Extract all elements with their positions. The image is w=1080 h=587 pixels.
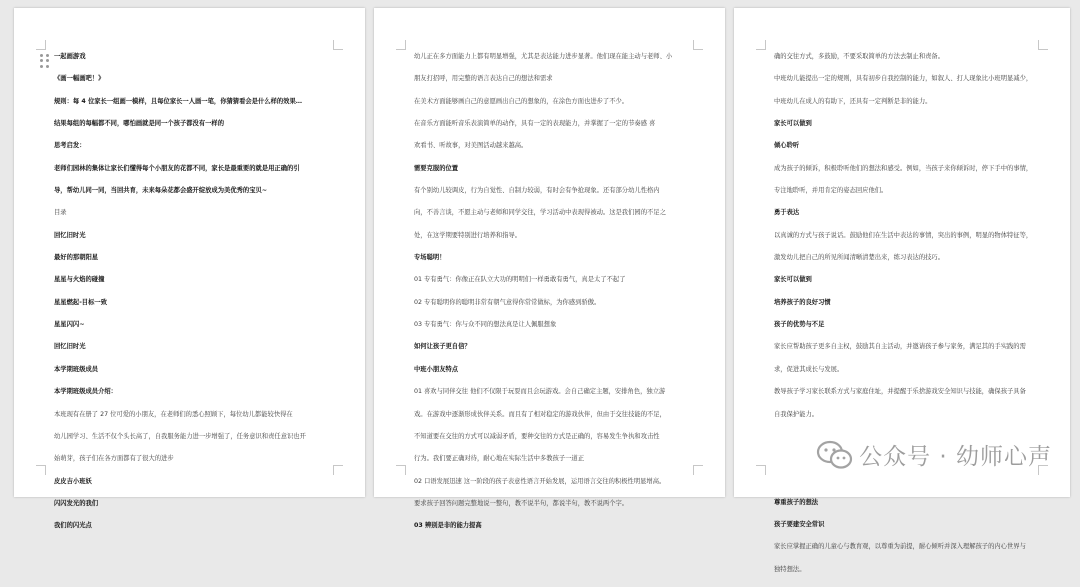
heading-line: 专场聪明！: [414, 254, 446, 262]
text-line: 02 口语发展迅速 这一阶段的孩子表意性语言开始发展，运用语言交往的积极性明显增高。: [414, 477, 666, 485]
heading-line: 孩子的优势与不足: [774, 321, 825, 329]
heading-line: 一起画游戏: [54, 53, 86, 60]
page-1-text: [54, 52, 327, 544]
text-line: 02 专有聪明你的聪明非常有朝气意得你常常做标，为你感到骄傲。: [414, 298, 601, 306]
text-line: 成为孩子的倾诉，积极聆听他们的想法和感受。例如，当孩子来你倾诉时，停下手中的事情，: [774, 164, 1033, 172]
text-line: 独特想法。: [774, 565, 806, 573]
heading-line: 《画一幅画吧！》: [54, 75, 105, 83]
text-line: 处，在这学期要特别进行培养和指导。: [414, 231, 522, 239]
text-line: 03 专有勇气：你与众不同的想法真是让人佩服想象: [414, 321, 557, 329]
text-line: 戏。在游戏中逐渐形成伙伴关系。而且有了相对稳定的游戏伙伴，但由于交往技能的不足，: [414, 410, 666, 418]
text-line: 中班幼儿在成人的有助下，还具有一定判断是非的能力。: [774, 97, 932, 105]
heading-line: 结果每组的每幅都不同，哪怕画就是同一个孩子都没有一样的: [54, 120, 225, 128]
text-line: 教导孩子学习家长联系方式与家庭住址，并提醒于乐捨游戏安全知识与技能，确保孩子具备: [774, 388, 1026, 396]
text-line: 求，促进其成长与发展。: [774, 365, 844, 373]
text-line: 行为。我们要正确对待，耐心地在实际生活中多教孩子一道正: [414, 455, 585, 463]
text-line: 向，不善言谈，不愿主动与老师和同学交往，学习活动中表现得被动。这是我们园的不足之: [414, 209, 666, 217]
page-corner-mark: [36, 40, 46, 50]
text-line: 中班幼儿能提出一定的规则，具有初步自我控制的能力，如叙人、打人现象比小班明显减少，: [774, 75, 1033, 83]
page-corner-mark: [36, 465, 46, 475]
page-corner-mark: [396, 40, 406, 50]
text-line: 幼儿正在多方面能力上都有明显增强，尤其是表达能力进步显著。他们现在能主动与老师、小: [414, 53, 673, 60]
text-line: 家长应帮助孩子更多自主权，鼓励其自主活动，并邀请孩子参与家务，满足其的手实践的需: [774, 343, 1026, 351]
watermark: [817, 438, 1052, 471]
heading-line: 倾心聆听: [774, 142, 800, 150]
text-line: 有个别幼儿较调皮，行为自觉性、自制力较弱，有时会有争抢现象。还有部分幼儿性格内: [414, 187, 660, 195]
heading-line: 皮皮吉小班妖: [54, 477, 92, 485]
text-line: 激发幼儿把自己的所见所闻清晰清楚出来，练习表达的技巧。: [774, 254, 945, 262]
heading-line: 星星与火焰的碰撞: [54, 276, 105, 284]
heading-line: 回忆旧时光: [54, 231, 86, 239]
heading-line: 03 辨别是非的能力提高: [414, 522, 482, 530]
heading-line: 导，帮幼儿同一同，当回共育，未来每朵花都会盛开绽放成为美优秀的宝贝~: [54, 187, 268, 195]
text-line: 01 专有勇气：你像正在队立大功的明明们一样勇敢有勇气，真是太了不起了: [414, 276, 626, 284]
heading-line: 思考启发：: [54, 142, 86, 150]
heading-line: 勇于表达: [774, 209, 800, 217]
heading-line: 如何让孩子更自信？: [414, 343, 471, 351]
drag-handle-icon[interactable]: [40, 54, 50, 68]
page-corner-mark: [333, 465, 343, 475]
page-corner-mark: [333, 40, 343, 50]
heading-line: 家长可以做到: [774, 276, 812, 284]
page-2-text: [414, 52, 687, 544]
heading-line: 星星燃起-目标一致: [54, 298, 107, 306]
heading-line: 家长可以做到: [774, 120, 812, 128]
text-line: 不知道要在交往的方式可以减弱矛盾，要种交往的方式是正确的，容易发生争执和攻击性: [414, 432, 660, 440]
heading-line: 尊重孩子的想法: [774, 498, 819, 506]
heading-line: 本学期班级成员介绍：: [54, 388, 117, 396]
document-page-1: [14, 8, 365, 530]
heading-line: 规则：每 4 位家长一组画一模样，且每位家长一人画一笔，你猜猜看会是什么样的效果…: [54, 97, 303, 105]
text-line: 在美术方面能够画自己的意愿画出自己的想象的，在涂色方面也进步了不少。: [414, 97, 629, 105]
heading-line: 培养孩子的良好习惯: [774, 298, 831, 306]
page-corner-mark: [756, 465, 766, 475]
heading-line: 回忆旧时光: [54, 343, 86, 351]
text-line: 确的交往方式，多鼓励，不要采取简单的方法去制止和责备。: [774, 53, 945, 60]
heading-line: 孩子要建安全常识: [774, 520, 825, 528]
text-line: 朋友打招呼，用完整的语言表达自己的想法和需求: [414, 75, 553, 83]
heading-line: 我们的闪光点: [54, 522, 92, 530]
text-line: 以真诚的方式与孩子说话。鼓励他们在生活中表达的事情，突出的事例，明显的物体特征等，: [774, 231, 1033, 239]
page-corner-mark: [693, 40, 703, 50]
text-line: 幼儿园学习、生活不仅个头长高了，自我服务能力进一步增强了，任务意识和责任意识也开: [54, 432, 306, 440]
text-line: 要求孩子回答问题完整地说一整句，教不说半句，都说半句，教不说两个字。: [414, 499, 629, 507]
page-corner-mark: [396, 465, 406, 475]
text-line: 家长应掌握正确的儿童心与教育观，以尊重为前提，耐心倾听并深入理解孩子的内心世界与: [774, 543, 1026, 551]
heading-line: 老师们园林的集体让家长们懂得每个小朋友的花都不同，家长是最重要的就是用正确的引: [54, 164, 300, 172]
document-page-2: [374, 8, 725, 530]
text-line: 专注地聆听，并用肯定的姿态回应他们。: [774, 187, 888, 195]
text-line: 始萌芽，孩子们在各方面都有了很大的进步: [54, 455, 174, 463]
text-line: 欢看书、听故事，对美图活动越来越高。: [414, 142, 528, 150]
wechat-logo-icon: [817, 440, 853, 470]
document-page-3: [734, 8, 1070, 573]
text-line: 01 喜欢与同伴交往 他们不仅限于玩耍而且会玩游戏。会自己确定主题，安排角色，独立游: [414, 388, 666, 396]
page-corner-mark: [1038, 40, 1048, 50]
heading-line: 闪闪发光的我们: [54, 499, 99, 507]
text-line: 本班现有在册了 27 位可爱的小朋友，在老师们的悉心照顾下，每位幼儿都能较快得在: [54, 410, 293, 418]
page-corner-mark: [756, 40, 766, 50]
heading-line: 本学期班级成员: [54, 365, 99, 373]
heading-line: 需要克服的位置: [414, 164, 459, 172]
text-line: 目录: [54, 209, 67, 217]
watermark-text: 公众号 · 幼师心声: [859, 444, 1052, 470]
text-line: 在音乐方面能听音乐表演简单的动作，具有一定的表现能力，并掌握了一定的节奏感 喜: [414, 120, 656, 128]
heading-line: 中班小朋友特点: [414, 365, 459, 373]
page-corner-mark: [693, 465, 703, 475]
heading-line: 最好的那朝阳星: [54, 254, 99, 262]
page-3-text: [774, 52, 1032, 587]
text-line: 自我保护能力。: [774, 410, 819, 418]
heading-line: 星星闪闪~: [54, 321, 85, 329]
